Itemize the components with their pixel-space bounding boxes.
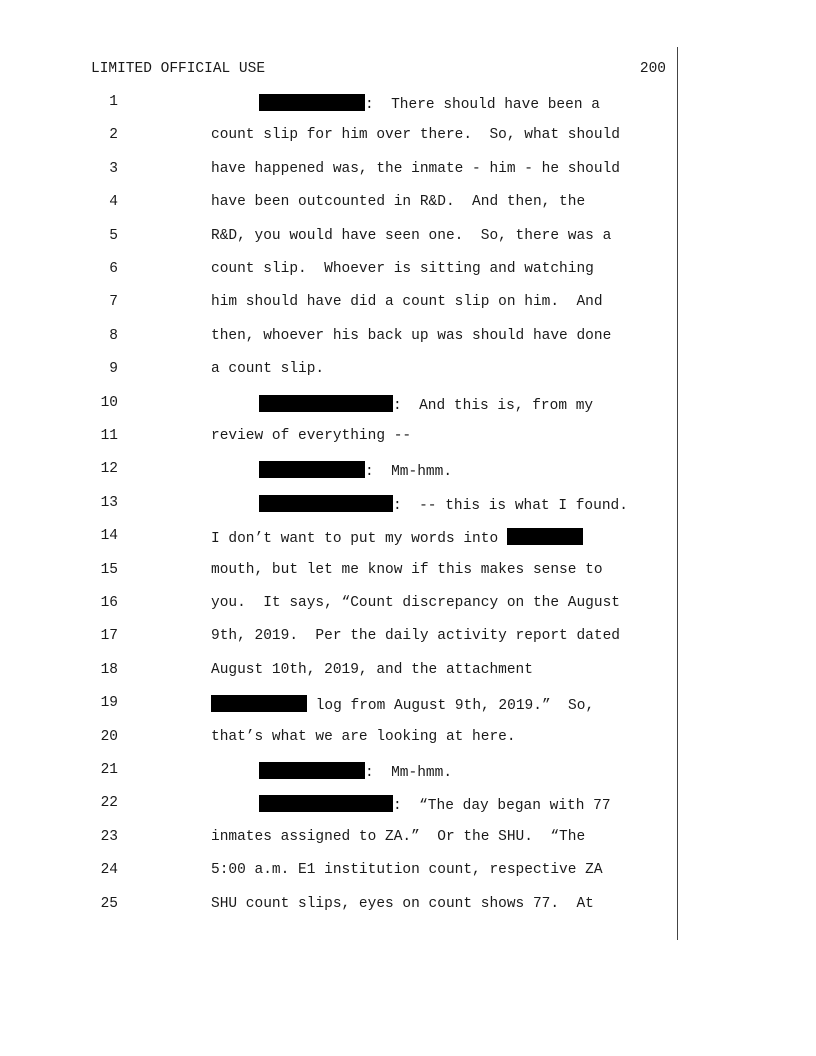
transcript-line — [0, 695, 680, 715]
transcript-line — [0, 762, 680, 782]
line-text: log from August 9th, 2019.” So, — [211, 695, 594, 714]
line-text: August 10th, 2019, and the attachment — [211, 661, 533, 678]
line-number: 23 — [100, 828, 118, 845]
line-text: SHU count slips, eyes on count shows 77. At — [211, 895, 594, 912]
redaction-block — [259, 461, 365, 478]
transcript-line — [0, 562, 680, 582]
line-number: 21 — [100, 762, 118, 778]
redaction-block — [211, 695, 307, 712]
redaction-block — [507, 528, 583, 545]
line-number: 3 — [109, 160, 118, 177]
line-text: then, whoever his back up was should have done — [211, 327, 612, 344]
line-text: : -- this is what I found. — [259, 495, 628, 514]
transcript-line — [0, 795, 680, 815]
line-number: 1 — [109, 94, 118, 110]
line-text: review of everything -- — [211, 428, 412, 444]
line-number: 6 — [109, 261, 118, 277]
classification-header: LIMITED OFFICIAL USE — [91, 61, 266, 77]
line-text: : “The day began with 77 — [259, 795, 611, 814]
line-text: have been outcounted in R&D. And then, the — [211, 194, 586, 211]
line-text: 9th, 2019. Per the daily activity report dated — [211, 628, 620, 645]
transcript-line — [0, 461, 680, 481]
line-number: 10 — [100, 394, 118, 411]
line-number: 24 — [100, 862, 118, 879]
line-text: R&D, you would have seen one. So, there was a — [211, 227, 612, 244]
line-number: 14 — [100, 528, 118, 545]
transcript-line — [0, 161, 680, 181]
line-number: 7 — [109, 294, 118, 311]
transcript-line — [0, 127, 680, 147]
line-number: 19 — [100, 695, 118, 712]
line-text: : There should have been a — [259, 94, 600, 113]
transcript-line — [0, 395, 680, 415]
transcript-line — [0, 528, 680, 548]
line-number: 18 — [100, 661, 118, 678]
line-number: 17 — [100, 628, 118, 645]
line-text: count slip. Whoever is sitting and watching — [211, 261, 594, 277]
line-number: 13 — [100, 494, 118, 511]
line-text: : And this is, from my — [259, 395, 593, 414]
transcript-line — [0, 228, 680, 248]
transcript-line — [0, 595, 680, 615]
line-number: 5 — [109, 227, 118, 244]
transcript-line — [0, 194, 680, 214]
transcript-line — [0, 294, 680, 314]
transcript-line — [0, 361, 680, 381]
line-number: 25 — [100, 895, 118, 912]
line-number: 16 — [100, 595, 118, 611]
transcript-line — [0, 94, 680, 114]
page-number: 200 — [639, 61, 666, 77]
redaction-block — [259, 395, 393, 412]
transcript-line — [0, 896, 680, 916]
transcript-line — [0, 328, 680, 348]
line-number: 4 — [109, 194, 118, 211]
line-text: count slip for him over there. So, what should — [211, 127, 620, 144]
line-number: 2 — [109, 127, 118, 144]
redaction-block — [259, 94, 365, 111]
line-text: inmates assigned to ZA.” Or the SHU. “The — [211, 828, 586, 845]
line-text: that’s what we are looking at here. — [211, 728, 516, 745]
transcript-line — [0, 862, 680, 882]
line-text: I don’t want to put my words into — [211, 528, 583, 547]
line-number: 22 — [100, 795, 118, 812]
line-text: : Mm-hmm. — [259, 762, 452, 781]
line-number: 20 — [100, 728, 118, 745]
transcript-line — [0, 428, 680, 448]
line-number: 11 — [100, 428, 118, 444]
line-text: 5:00 a.m. E1 institution count, respective ZA — [211, 862, 603, 879]
redaction-block — [259, 495, 393, 512]
redaction-block — [259, 795, 393, 812]
transcript-line — [0, 662, 680, 682]
line-text: mouth, but let me know if this makes sense to — [211, 561, 603, 578]
transcript-line — [0, 495, 680, 515]
transcript-line — [0, 829, 680, 849]
line-text: you. It says, “Count discrepancy on the August — [211, 595, 620, 611]
line-text: him should have did a count slip on him. And — [211, 294, 603, 311]
line-text: a count slip. — [211, 361, 325, 378]
transcript-line — [0, 628, 680, 648]
line-number: 12 — [100, 461, 118, 478]
line-number: 9 — [109, 361, 118, 378]
transcript-line — [0, 729, 680, 749]
line-text: have happened was, the inmate - him - he should — [211, 160, 620, 177]
transcript-line — [0, 261, 680, 281]
redaction-block — [259, 762, 365, 779]
line-number: 15 — [100, 561, 118, 578]
line-text: : Mm-hmm. — [259, 461, 452, 480]
line-number: 8 — [109, 327, 118, 344]
